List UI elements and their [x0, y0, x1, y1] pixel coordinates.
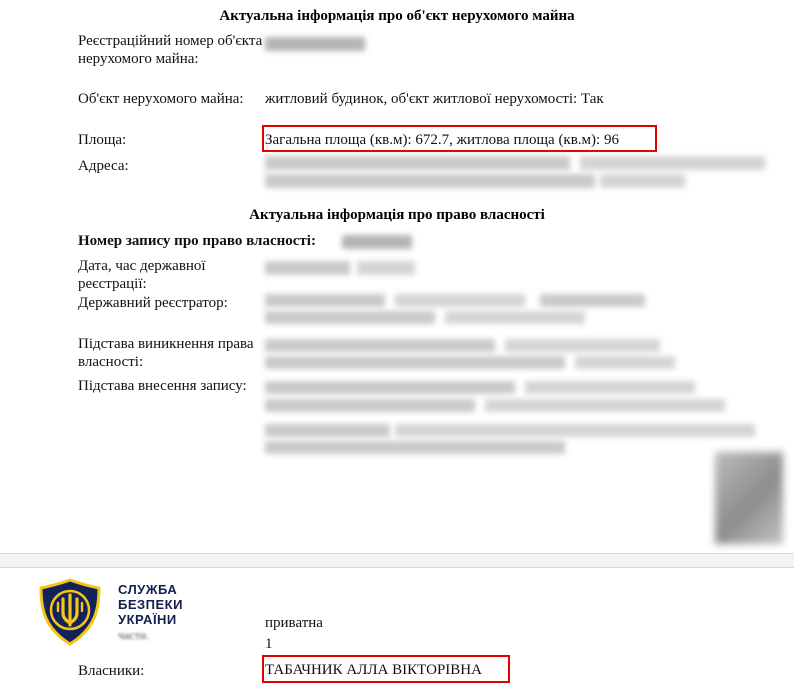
label-ownership-basis: Підстава виникнення права власності: — [78, 336, 254, 370]
redacted-ownership-basis-2 — [505, 339, 660, 352]
page-gap — [0, 553, 794, 567]
section-title-property-info: Актуальна інформація про об'єкт нерухомого майна — [219, 8, 575, 24]
sbu-line-2: БЕЗПЕКИ — [118, 597, 183, 612]
redacted-record-basis-3 — [265, 399, 475, 412]
highlight-box-area — [262, 125, 657, 152]
value-ownership-form: приватна — [265, 615, 323, 631]
redacted-ownership-record-number — [342, 235, 412, 249]
redacted-address-line-1b — [580, 156, 765, 170]
sbu-sublabel: части. — [118, 628, 150, 642]
redacted-ownership-basis-1 — [265, 339, 495, 352]
redacted-registration-date — [265, 261, 350, 275]
redacted-record-basis-2 — [525, 381, 695, 394]
sbu-line-1: СЛУЖБА — [118, 582, 178, 597]
redacted-address-line-2 — [265, 174, 595, 188]
sbu-trident-emblem-icon — [36, 578, 104, 646]
redacted-ownership-basis-3 — [265, 356, 565, 369]
redacted-record-basis-7 — [265, 441, 565, 454]
value-owners: ТАБАЧНИК АЛЛА ВІКТОРІВНА — [265, 662, 482, 678]
redacted-record-basis-4 — [485, 399, 725, 412]
redacted-registrar-1 — [265, 294, 385, 307]
label-owners: Власники: — [78, 663, 145, 679]
redacted-record-basis-1 — [265, 381, 515, 394]
value-area: Загальна площа (кв.м): 672.7, житлова площа (кв.м): 96 — [265, 132, 619, 148]
redacted-registration-time — [357, 261, 415, 275]
label-registration-date: Дата, час державної реєстрації: — [78, 258, 206, 292]
sbu-line-3: УКРАЇНИ — [118, 612, 177, 627]
redacted-registrar-3 — [540, 294, 645, 307]
label-record-basis: Підстава внесення запису: — [78, 378, 247, 394]
label-area: Площа: — [78, 132, 127, 148]
redacted-registrar-5 — [445, 311, 585, 324]
label-state-registrar: Державний реєстратор: — [78, 295, 228, 311]
redacted-address-line-2b — [600, 174, 685, 188]
redacted-address-line-1 — [265, 156, 570, 170]
highlight-box-owners — [262, 655, 510, 683]
value-object: житловий будинок, об'єкт житлової нерухомості: Так — [265, 91, 604, 107]
redacted-stamp-image — [715, 452, 783, 544]
redacted-registrar-4 — [265, 311, 435, 324]
redacted-registration-number — [265, 37, 365, 51]
sbu-name-text — [118, 582, 183, 627]
value-share: 1 — [265, 636, 273, 652]
label-ownership-record-number: Номер запису про право власності: — [78, 233, 316, 249]
redacted-record-basis-5 — [265, 424, 390, 437]
label-registration-number: Реєстраційний номер об'єкта нерухомого майна: — [78, 33, 263, 67]
redacted-ownership-basis-4 — [575, 356, 675, 369]
label-address: Адреса: — [78, 158, 129, 174]
redacted-record-basis-6 — [395, 424, 755, 437]
section-title-ownership-info: Актуальна інформація про право власності — [249, 207, 545, 223]
label-object: Об'єкт нерухомого майна: — [78, 91, 244, 107]
redacted-registrar-2 — [395, 294, 525, 307]
sbu-emblem-block — [30, 578, 265, 646]
divider-top — [0, 553, 794, 554]
